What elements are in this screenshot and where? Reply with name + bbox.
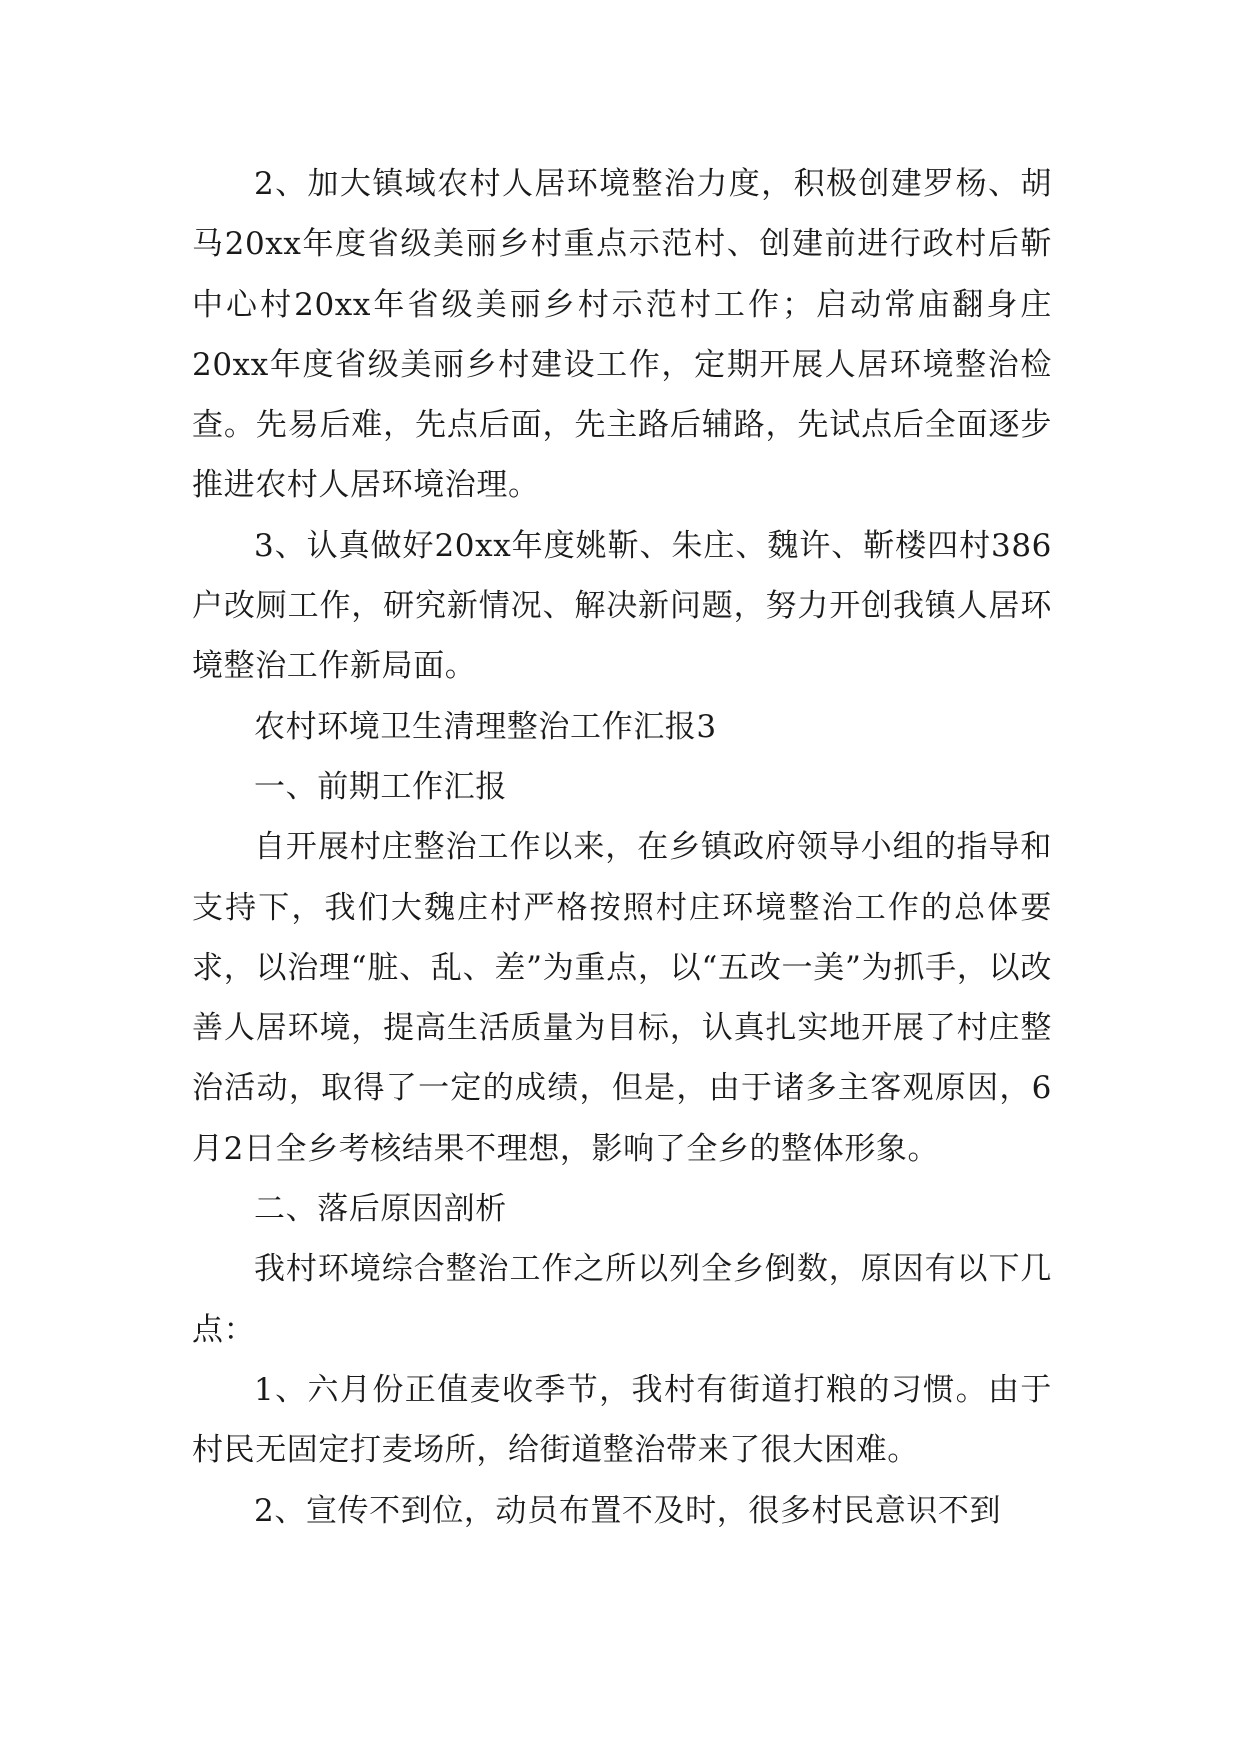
paragraph-reason-1: 1、六月份正值麦收季节，我村有街道打粮的习惯。由于村民无固定打麦场所，给街道整治带来了很大困难。 [192,1371,1052,1469]
paragraph-section-1: 自开展村庄整治工作以来，在乡镇政府领导小组的指导和支持下，我们大魏庄村严格按照村庄环境整治工作的总体要求，以治理“脏、乱、差”为重点，以“五改一美”为抓手，以改善人居环境，提高生活质量为目标，认真扎实地开展了村庄整治活动，取得了一定的成绩，但是，由于诸多主客观原因，6月2日全乡考核结果不理想，影响了全乡的整体形象。 [192,829,1052,1167]
report-title: 农村环境卫生清理整治工作汇报3 [254,708,717,745]
section-heading-2: 二、落后原因剖析 [254,1191,507,1228]
paragraph-item-3: 3、认真做好20xx年度姚靳、朱庄、魏许、靳楼四村386户改厕工作，研究新情况、解决新问题，努力开创我镇人居环境整治工作新局面。 [192,527,1052,685]
paragraph-section-2-intro: 我村环境综合整治工作之所以列全乡倒数，原因有以下几点： [192,1251,1052,1348]
paragraph-reason-2: 2、宣传不到位，动员布置不及时，很多村民意识不到 [254,1492,1002,1529]
paragraph-item-2: 2、加大镇域农村人居环境整治力度，积极创建罗杨、胡马20xx年度省级美丽乡村重点示范村、创建前进行政村后靳中心村20xx年省级美丽乡村示范村工作；启动常庙翻身庄20xx年度省级美丽乡村建设工作，定期开展人居环境整治检查。先易后难，先点后面，先主路后辅路，先试点后全面逐步推进农村人居环境治理。 [192,166,1053,504]
document-body [192,154,1052,1541]
section-heading-1: 一、前期工作汇报 [254,768,507,805]
